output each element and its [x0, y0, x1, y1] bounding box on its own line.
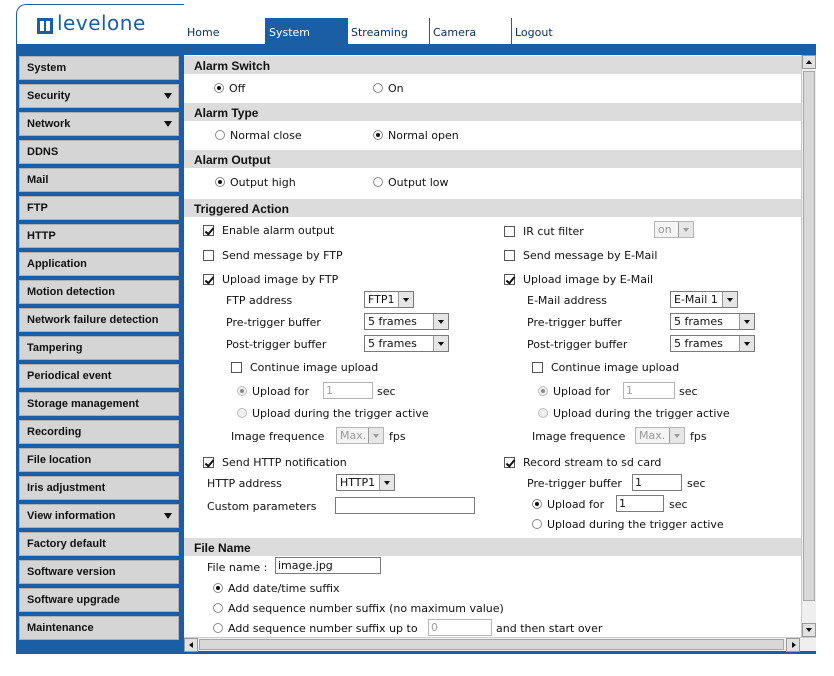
email-post-trigger-label: Post-trigger buffer	[527, 338, 628, 351]
sequence-upto-suffix: and then start over	[496, 622, 603, 635]
sidebar-item-label: FTP	[27, 202, 48, 214]
sidebar-item-label: Software upgrade	[27, 594, 120, 606]
email-post-trigger-select[interactable]	[670, 335, 755, 352]
sidebar-item-file-location[interactable]	[19, 448, 179, 472]
alarm-type-normal-open-option[interactable]	[373, 129, 459, 142]
scroll-left-icon[interactable]	[184, 638, 198, 652]
sidebar-item-label: Maintenance	[27, 622, 94, 634]
ftp-image-frequence-unit: fps	[389, 430, 406, 443]
radio-normal-close[interactable]	[215, 130, 225, 140]
section-title-alarm-type: Alarm Type	[184, 103, 801, 121]
enable-alarm-output-checkbox[interactable]	[203, 225, 214, 236]
radio-label: Upload for	[553, 385, 611, 398]
radio-output-high[interactable]	[215, 177, 225, 187]
email-upload-for-option[interactable]	[538, 385, 610, 398]
sidebar-item-iris-adjustment[interactable]	[19, 476, 179, 500]
send-email-row[interactable]	[504, 249, 657, 262]
ir-cut-filter-row[interactable]	[504, 225, 584, 238]
checkbox-label: Continue image upload	[250, 361, 379, 374]
radio-label: Add date/time suffix	[228, 582, 340, 595]
chevron-down-icon	[398, 292, 413, 307]
alarm-switch-on-option[interactable]	[373, 82, 404, 95]
file-name-sequence-upto-option[interactable]	[213, 622, 418, 635]
sd-pre-trigger-unit: sec	[687, 477, 706, 490]
horizontal-scrollbar[interactable]	[184, 637, 816, 651]
section-title-alarm-output: Alarm Output	[184, 150, 801, 168]
sidebar-item-view-information[interactable]	[19, 504, 179, 528]
chevron-down-icon	[164, 513, 172, 519]
select-value: Max.	[340, 429, 367, 442]
sequence-suffix-radio[interactable]	[213, 603, 223, 613]
sidebar-item-label: Application	[27, 258, 87, 270]
radio-output-low[interactable]	[373, 177, 383, 187]
radio-label: Upload for	[547, 498, 605, 511]
sidebar-item-label: Periodical event	[27, 370, 112, 382]
sidebar-item-label: System	[27, 62, 67, 74]
checkbox-label: Send message by FTP	[222, 249, 343, 262]
file-name-sequence-option[interactable]	[213, 602, 504, 615]
sd-upload-for-unit: sec	[669, 498, 688, 511]
sidebar-item-label: Software version	[27, 566, 116, 578]
sd-upload-during-option[interactable]	[532, 518, 724, 531]
upload-ftp-checkbox[interactable]	[203, 274, 214, 285]
sd-pre-trigger-label: Pre-trigger buffer	[527, 477, 622, 490]
radio-label: Off	[229, 82, 246, 95]
ftp-upload-for-input[interactable]: 1	[323, 382, 373, 399]
send-ftp-row[interactable]	[203, 249, 343, 262]
ftp-post-trigger-label: Post-trigger buffer	[226, 338, 327, 351]
chevron-down-icon	[379, 475, 394, 490]
radio-on[interactable]	[373, 83, 383, 93]
checkbox-label: Send message by E-Mail	[523, 249, 658, 262]
sidebar-item-network-failure-detection[interactable]	[19, 308, 179, 332]
radio-label: Upload during the trigger active	[547, 518, 724, 531]
sidebar-item-label: Iris adjustment	[27, 482, 106, 494]
vertical-scrollbar[interactable]	[801, 55, 816, 637]
chevron-down-icon	[722, 292, 737, 307]
chevron-down-icon	[433, 314, 448, 329]
sequence-upto-input[interactable]: 0	[428, 619, 492, 636]
sidebar-item-label: Motion detection	[27, 286, 115, 298]
radio-label: Normal close	[230, 129, 302, 142]
radio-label: Upload for	[252, 385, 310, 398]
chevron-down-icon	[164, 93, 172, 99]
tab-bar-fill	[592, 18, 816, 44]
email-upload-for-radio[interactable]	[538, 386, 548, 396]
http-address-label: HTTP address	[207, 477, 282, 490]
radio-off[interactable]	[214, 83, 224, 93]
sidebar-item-factory-default[interactable]	[19, 532, 179, 556]
checkbox-label: Send HTTP notification	[222, 456, 347, 469]
http-notification-checkbox[interactable]	[203, 457, 214, 468]
date-suffix-radio[interactable]	[213, 583, 223, 593]
ftp-image-frequence-select[interactable]	[336, 427, 384, 444]
radio-label: Output high	[230, 176, 296, 189]
chevron-down-icon	[368, 428, 383, 443]
radio-label: Output low	[388, 176, 449, 189]
sidebar-item-recording[interactable]	[19, 420, 179, 444]
sidebar-item-label: Security	[27, 90, 71, 102]
sequence-upto-radio[interactable]	[213, 623, 223, 633]
sidebar-item-software-upgrade[interactable]	[19, 588, 179, 612]
sidebar-item-label: View information	[27, 510, 116, 522]
sidebar-item-label: Recording	[27, 426, 82, 438]
scroll-down-icon[interactable]	[802, 623, 816, 637]
sidebar-item-ddns[interactable]	[19, 140, 179, 164]
ftp-continue-upload-row[interactable]	[231, 361, 378, 374]
radio-label: Add sequence number suffix (no maximum value)	[228, 602, 504, 615]
checkbox-label: IR cut filter	[523, 225, 584, 238]
ftp-post-trigger-select[interactable]	[364, 335, 449, 352]
email-upload-during-radio[interactable]	[538, 408, 548, 418]
chevron-down-icon	[739, 336, 754, 351]
sidebar-item-label: Tampering	[27, 342, 83, 354]
radio-label: Normal open	[388, 129, 459, 142]
record-sd-row[interactable]	[504, 456, 661, 469]
tab-logout[interactable]: Logout	[512, 18, 594, 44]
checkbox-label: Record stream to sd card	[523, 456, 662, 469]
custom-parameters-label: Custom parameters	[207, 500, 317, 513]
alarm-type-normal-close-option[interactable]	[215, 129, 302, 142]
tab-home[interactable]: Home	[184, 18, 266, 44]
ftp-upload-for-radio[interactable]	[237, 386, 247, 396]
sidebar-item-label: Network	[27, 118, 71, 130]
chevron-down-icon	[433, 336, 448, 351]
upload-email-checkbox[interactable]	[504, 274, 515, 285]
chevron-down-icon	[739, 314, 754, 329]
email-image-frequence-unit: fps	[690, 430, 707, 443]
sidebar-item-label: Factory default	[27, 538, 106, 550]
select-value: 5 frames	[368, 315, 417, 328]
select-value: 5 frames	[368, 337, 417, 350]
alarm-output-low-option[interactable]	[373, 176, 449, 189]
email-continue-upload-row[interactable]	[532, 361, 679, 374]
upload-ftp-row[interactable]	[203, 273, 338, 286]
send-ftp-checkbox[interactable]	[203, 250, 214, 261]
sidebar-item-label: Mail	[27, 174, 49, 186]
sidebar-item-security[interactable]	[19, 84, 179, 108]
sidebar-item-tampering[interactable]	[19, 336, 179, 360]
tab-camera[interactable]: Camera	[430, 18, 512, 44]
sidebar-item-label: HTTP	[27, 230, 56, 242]
tab-streaming[interactable]: Streaming	[348, 18, 430, 44]
logo-text: levelone	[57, 11, 146, 35]
radio-label: On	[388, 82, 404, 95]
logo-icon	[37, 18, 53, 34]
scroll-thumb[interactable]	[803, 71, 815, 601]
ftp-pre-trigger-select[interactable]	[364, 313, 449, 330]
ir-cut-filter-checkbox[interactable]	[504, 226, 515, 237]
ftp-image-frequence-label: Image frequence	[231, 430, 325, 443]
record-sd-checkbox[interactable]	[504, 457, 515, 468]
email-image-frequence-label: Image frequence	[532, 430, 626, 443]
alarm-output-high-option[interactable]	[215, 176, 296, 189]
sidebar-item-periodical-event[interactable]	[19, 364, 179, 388]
sidebar-item-label: DDNS	[27, 146, 59, 158]
sidebar-item-maintenance[interactable]	[19, 616, 179, 640]
file-name-input[interactable]: image.jpg	[275, 557, 381, 574]
checkbox-label: Upload image by E-Mail	[523, 273, 654, 286]
sidebar-item-label: Storage management	[27, 398, 139, 410]
sidebar-item-application[interactable]	[19, 252, 179, 276]
email-pre-trigger-select[interactable]	[670, 313, 755, 330]
sd-upload-for-option[interactable]	[532, 498, 604, 511]
sd-upload-during-radio[interactable]	[532, 519, 542, 529]
email-continue-upload-checkbox[interactable]	[532, 362, 543, 373]
sd-pre-trigger-input[interactable]: 1	[632, 474, 682, 491]
http-notification-row[interactable]	[203, 456, 347, 469]
scroll-right-icon[interactable]	[786, 638, 800, 652]
ftp-pre-trigger-label: Pre-trigger buffer	[226, 316, 321, 329]
tab-system[interactable]: System	[266, 18, 348, 44]
email-pre-trigger-label: Pre-trigger buffer	[527, 316, 622, 329]
ftp-upload-for-option[interactable]	[237, 385, 309, 398]
email-image-frequence-select[interactable]	[635, 427, 685, 444]
ftp-continue-upload-checkbox[interactable]	[231, 362, 242, 373]
checkbox-label: Enable alarm output	[222, 224, 335, 237]
email-upload-for-input[interactable]: 1	[623, 382, 675, 399]
alarm-switch-off-option[interactable]	[214, 82, 245, 95]
topbar-spacer	[184, 4, 816, 18]
email-upload-during-option[interactable]	[538, 407, 730, 420]
sidebar-item-mail[interactable]	[19, 168, 179, 192]
file-name-label: File name :	[207, 561, 268, 574]
logo	[16, 4, 184, 44]
sidebar-item-motion-detection[interactable]	[19, 280, 179, 304]
sd-upload-for-input[interactable]: 1	[616, 495, 664, 512]
ftp-upload-during-option[interactable]	[237, 407, 429, 420]
main-tabs	[184, 18, 594, 44]
section-title-alarm-switch: Alarm Switch	[184, 56, 801, 74]
http-address-select[interactable]	[336, 474, 395, 491]
select-value: Max.	[639, 429, 666, 442]
radio-label: Add sequence number suffix up to	[228, 622, 418, 635]
file-name-date-suffix-option[interactable]	[213, 582, 340, 595]
sidebar-item-label: Network failure detection	[27, 314, 159, 326]
ftp-address-select[interactable]	[364, 291, 414, 308]
sidebar-item-storage-management[interactable]	[19, 392, 179, 416]
checkbox-label: Upload image by FTP	[222, 273, 339, 286]
chevron-down-icon	[669, 428, 684, 443]
content-panel	[184, 55, 801, 637]
section-title-file-name: File Name	[184, 538, 801, 556]
radio-normal-open[interactable]	[373, 130, 383, 140]
sidebar-item-ftp[interactable]	[19, 196, 179, 220]
chevron-down-icon	[164, 121, 172, 127]
ir-cut-filter-select[interactable]	[654, 221, 694, 238]
checkbox-label: Continue image upload	[551, 361, 680, 374]
sidebar-item-label: File location	[27, 454, 92, 466]
sidebar-item-software-version[interactable]	[19, 560, 179, 584]
ftp-address-label: FTP address	[226, 294, 293, 307]
select-value: 5 frames	[674, 315, 723, 328]
sidebar-item-http[interactable]	[19, 224, 179, 248]
custom-parameters-input[interactable]	[335, 497, 475, 514]
ftp-upload-during-radio[interactable]	[237, 408, 247, 418]
sidebar-item-system[interactable]	[19, 56, 179, 80]
upload-email-row[interactable]	[504, 273, 653, 286]
send-email-checkbox[interactable]	[504, 250, 515, 261]
select-value: on	[658, 223, 672, 236]
select-value: E-Mail 1	[674, 293, 718, 306]
email-address-label: E-Mail address	[527, 294, 607, 307]
select-value: 5 frames	[674, 337, 723, 350]
email-upload-for-unit: sec	[679, 385, 698, 398]
scroll-thumb[interactable]	[199, 639, 784, 650]
radio-label: Upload during the trigger active	[252, 407, 429, 420]
scroll-up-icon[interactable]	[802, 55, 816, 69]
sd-upload-for-radio[interactable]	[532, 499, 542, 509]
sidebar-item-network[interactable]	[19, 112, 179, 136]
sidebar	[19, 56, 179, 644]
ftp-upload-for-unit: sec	[377, 385, 396, 398]
chevron-down-icon	[678, 222, 693, 237]
select-value: FTP1	[368, 293, 395, 306]
enable-alarm-output-row[interactable]	[203, 224, 334, 237]
email-address-select[interactable]	[670, 291, 738, 308]
radio-label: Upload during the trigger active	[553, 407, 730, 420]
section-title-triggered-action: Triggered Action	[184, 199, 801, 217]
select-value: HTTP1	[340, 476, 376, 489]
